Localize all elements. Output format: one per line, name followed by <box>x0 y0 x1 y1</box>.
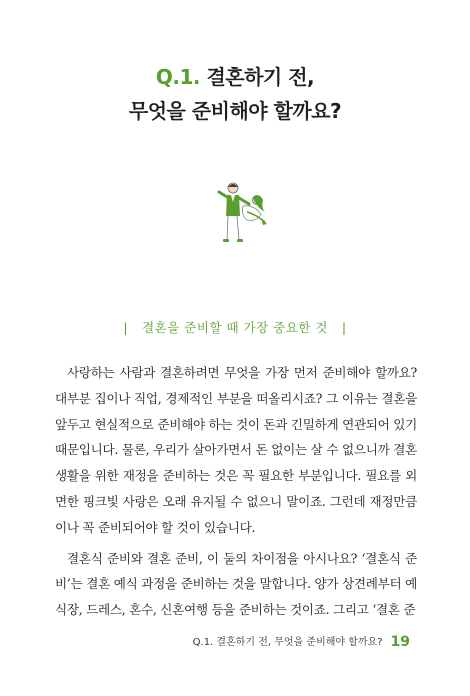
couple-illustration <box>213 178 271 246</box>
body-text <box>55 360 417 623</box>
subheading-text: 결혼을 준비할 때 가장 중요한 것 <box>142 320 328 335</box>
page-footer <box>193 633 410 650</box>
page-number: 19 <box>390 634 410 650</box>
section-subheading <box>0 318 470 336</box>
title-line-2: 무엇을 준비해야 할까요? <box>128 99 342 123</box>
title-line-1 <box>0 62 470 92</box>
paragraph-1: 사랑하는 사람과 결혼하려면 무엇을 가장 먼저 준비해야 할까요? 대부분 집이나 직업, 경제적인 부분을 떠올리시죠? 그 이유는 결혼을 앞두고 현실적으로 준비해야 하는 것이 돈과 긴밀하게 연관되어 있기 때문입니다. 물론, 우리가 살아가면서 돈 없이는 살 수 없으니까 결혼 생활을 위한 재정을 준비하는 것은 꼭 필요한 부분입니다. 필요를 외면한 핑크빛 사랑은 오래 유지될 수 없으니 말이죠. 그런데 재정만큼이나 꼭 준비되어야 할 것이 있습니다. <box>55 365 417 535</box>
subheading-bar-left: | <box>123 320 129 335</box>
subheading-bar-right: | <box>341 320 347 335</box>
title-line-1-text: 결혼하기 전, <box>200 65 315 89</box>
question-number: Q.1. <box>155 65 200 89</box>
running-title: Q.1. 결혼하기 전, 무엇을 준비해야 할까요? <box>192 637 383 648</box>
paragraph-2: 결혼식 준비와 결혼 준비, 이 둘의 차이점을 아시나요? ‘결혼식 준비’는 결혼 예식 과정을 준비하는 것을 말합니다. 양가 상견례부터 예식장, 드레스, 혼수, 신혼여행 등을 준비하는 것이죠. 그리고 ‘결혼 준 <box>55 550 417 618</box>
chapter-title <box>0 62 470 126</box>
